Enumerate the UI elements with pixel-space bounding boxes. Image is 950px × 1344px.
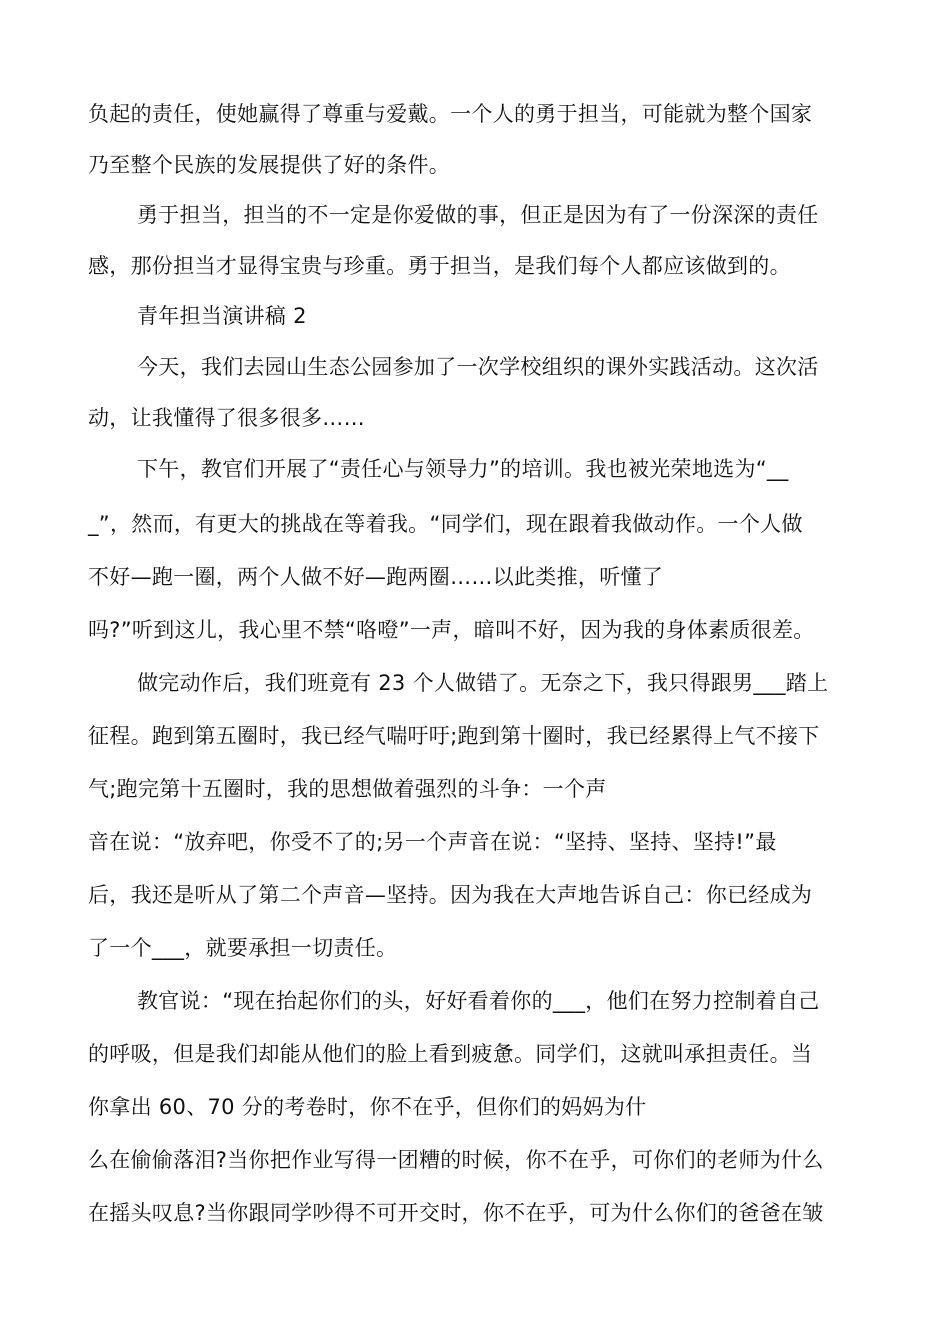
- text-line: 后，我还是听从了第二个声音—坚持。因为我在大声地告诉自己：你已经成为: [88, 883, 813, 907]
- text-line: 负起的责任，使她赢得了尊重与爱戴。一个人的勇于担当，可能就为整个国家: [88, 102, 813, 126]
- text-line: 的呼吸，但是我们却能从他们的脸上看到疲惫。同学们，这就叫承担责任。当: [88, 1042, 813, 1066]
- text-line: 吗?”听到这儿，我心里不禁“咯噔”一声，暗叫不好，因为我的身体素质很差。: [88, 618, 815, 642]
- text-line: 了一个___，就要承担一切责任。: [88, 936, 398, 960]
- paragraph-start-line: 下午，教官们开展了“责任心与领导力”的培训。我也被光荣地选为“__: [137, 457, 789, 481]
- text-line: 乃至整个民族的发展提供了好的条件。: [88, 153, 451, 177]
- text-line: 音在说：“放弃吧，你受不了的;另一个声音在说：“坚持、坚持、坚持!”最: [88, 830, 777, 854]
- text-line: 不好—跑一圈，两个人做不好—跑两圈……以此类推，听懂了: [88, 565, 664, 589]
- text-line: 你拿出 60、70 分的考卷时，你不在乎，但你们的妈妈为什: [88, 1095, 647, 1119]
- text-line: 动，让我懂得了很多很多……: [88, 406, 365, 430]
- text-line: _”，然而，有更大的挑战在等着我。“同学们，现在跟着我做动作。一个人做: [88, 512, 803, 536]
- text-line: 感，那份担当才显得宝贵与珍重。勇于担当，是我们每个人都应该做到的。: [88, 254, 791, 278]
- text-line: 征程。跑到第五圈时，我已经气喘吁吁;跑到第十圈时，我已经累得上气不接下: [88, 724, 820, 748]
- text-line: 么在偷偷落泪?当你把作业写得一团糟的时候，你不在乎，可你们的老师为什么: [88, 1148, 824, 1172]
- paragraph-start-line: 今天，我们去园山生态公园参加了一次学校组织的课外实践活动。这次活: [137, 355, 819, 379]
- paragraph-start-line: 教官说：“现在抬起你们的头，好好看着你的___，他们在努力控制着自己: [137, 989, 820, 1013]
- text-line: 气;跑完第十五圈时，我的思想做着强烈的斗争：一个声: [88, 777, 607, 801]
- text-line: 在摇头叹息?当你跟同学吵得不可开交时，你不在乎，可为什么你们的爸爸在皱: [88, 1201, 824, 1225]
- paragraph-start-line: 勇于担当，担当的不一定是你爱做的事，但正是因为有了一份深深的责任: [137, 203, 819, 227]
- paragraph-start-line: 做完动作后，我们班竟有 23 个人做错了。无奈之下，我只得跟男___踏上: [137, 671, 829, 695]
- section-heading: 青年担当演讲稿 2: [137, 304, 307, 328]
